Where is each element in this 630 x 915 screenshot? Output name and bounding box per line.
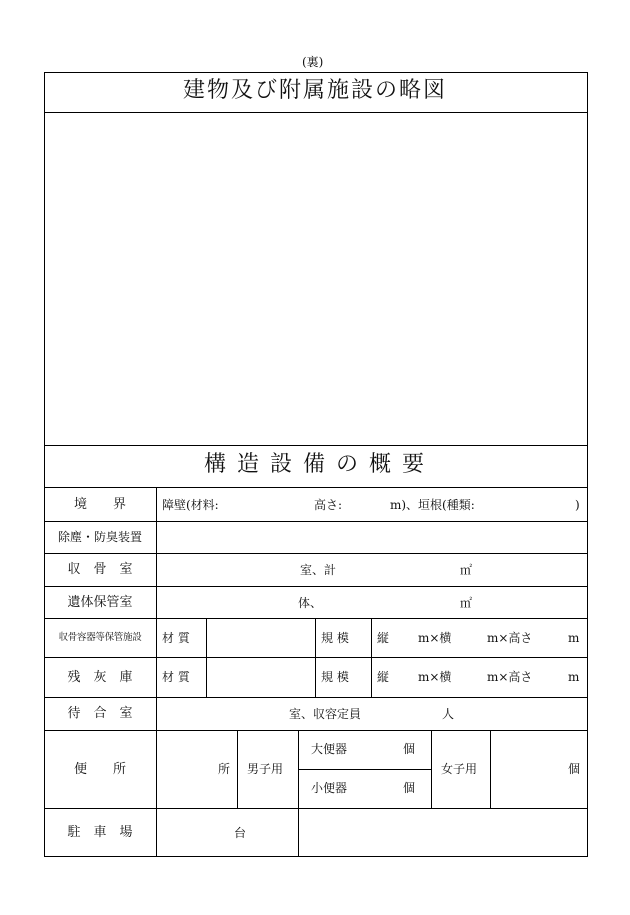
fence-type-close: ) bbox=[575, 498, 580, 512]
dust-deodorize-field[interactable] bbox=[157, 522, 587, 553]
row-label-dust-deodorize: 除塵・防臭装置 bbox=[57, 530, 142, 544]
ash-store-material-label: 材 質 bbox=[162, 670, 190, 684]
row-label-ash-store: 残 灰 庫 bbox=[67, 670, 133, 685]
row-label-toilet: 便 所 bbox=[73, 762, 126, 777]
ash-store-height-label: m×高さ bbox=[487, 670, 533, 684]
urn-storage-scale-label: 規 模 bbox=[321, 631, 349, 645]
ash-store-width-label: m×横 bbox=[418, 670, 452, 684]
urn-storage-unit: m bbox=[568, 631, 580, 645]
row-label-waiting-room: 待 合 室 bbox=[67, 706, 133, 721]
body-storage-area-unit: ㎡ bbox=[460, 596, 473, 610]
toilet-large-label: 大便器 bbox=[311, 742, 348, 756]
row-label-ossuary-room: 収 骨 室 bbox=[67, 562, 133, 577]
row-label-body-storage: 遺体保管室 bbox=[67, 595, 133, 610]
urn-storage-length-label: 縦 bbox=[377, 631, 390, 645]
wall-material-label: 障壁(材料: bbox=[162, 498, 219, 512]
page-side-mark: (裏) bbox=[302, 55, 324, 69]
ash-store-scale-label: 規 模 bbox=[321, 670, 349, 684]
parking-remarks-field[interactable] bbox=[299, 809, 587, 856]
urn-storage-material-label: 材 質 bbox=[162, 631, 190, 645]
waiting-room-capacity-label: 室、収容定員 bbox=[289, 707, 362, 721]
toilet-small-label: 小便器 bbox=[311, 781, 348, 795]
ash-store-length-label: 縦 bbox=[377, 670, 390, 684]
overview-title: 構 造 設 備 の 概 要 bbox=[204, 452, 426, 477]
fence-type-label: m)、垣根(種類: bbox=[390, 498, 475, 512]
sketch-drawing-area[interactable] bbox=[45, 113, 587, 445]
row-label-boundary: 境 界 bbox=[73, 497, 126, 512]
urn-storage-width-label: m×横 bbox=[418, 631, 452, 645]
ash-store-unit: m bbox=[568, 670, 580, 684]
toilet-male-label: 男子用 bbox=[247, 762, 284, 776]
ossuary-room-count-label: 室、計 bbox=[300, 563, 337, 577]
toilet-large-unit: 個 bbox=[403, 742, 416, 756]
row-label-parking: 駐 車 場 bbox=[67, 825, 133, 840]
toilet-female-unit: 個 bbox=[568, 762, 581, 776]
sketch-title: 建物及び附属施設の略図 bbox=[182, 78, 447, 103]
toilet-places-unit: 所 bbox=[218, 762, 231, 776]
row-label-urn-storage: 収骨容器等保管施設 bbox=[58, 632, 142, 643]
waiting-room-person-unit: 人 bbox=[442, 707, 455, 721]
parking-unit: 台 bbox=[234, 826, 247, 840]
ossuary-room-area-unit: ㎡ bbox=[460, 563, 473, 577]
toilet-female-label: 女子用 bbox=[441, 762, 478, 776]
toilet-small-unit: 個 bbox=[403, 781, 416, 795]
urn-storage-height-label: m×高さ bbox=[487, 631, 533, 645]
body-storage-count-label: 体、 bbox=[298, 596, 323, 610]
wall-height-label: 高さ: bbox=[314, 498, 343, 512]
